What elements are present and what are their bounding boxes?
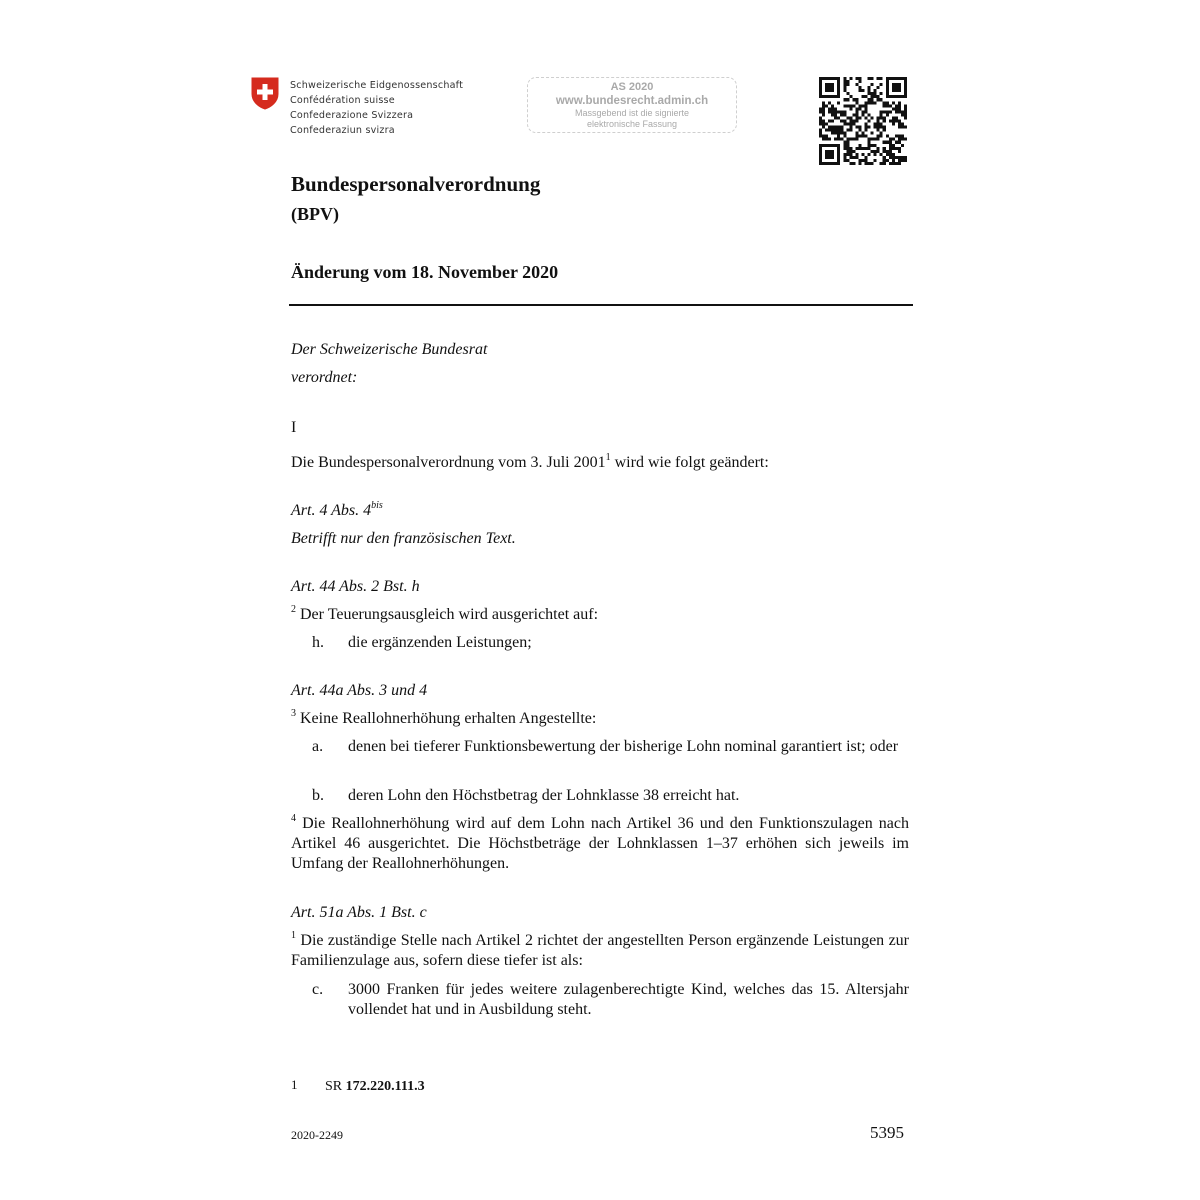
confederation-line-rm: Confederaziun svizra [290, 125, 395, 136]
confederation-line-de: Schweizerische Eidgenossenschaft [290, 80, 464, 91]
paragraph-text: Die Reallohnerhöhung wird auf dem Lohn nach Artikel 36 und den Funktionszulagen nach Artikel 46 ausgerichtet. Die Höchstbeträge der Lohnklassen 1–37 erhöhen sich jeweils im Umfang der Reallohnerhöhungen. [291, 815, 909, 872]
official-publication-stamp [527, 77, 737, 133]
title-divider [289, 304, 913, 306]
stamp-line-2: www.bundesrecht.admin.ch [555, 95, 709, 107]
paragraph-number: 1 [291, 929, 296, 941]
paragraph-text: Keine Reallohnerhöhung erhalten Angestellte: [296, 710, 597, 727]
footnote-prefix: SR [325, 1079, 346, 1094]
list-item [312, 786, 909, 806]
paragraph-text: Die zuständige Stelle nach Artikel 2 richtet der angestellten Person ergänzende Leistungen zur Familienzulage aus, sofern diese tiefer ist als: [291, 932, 909, 969]
swiss-crest-icon [251, 77, 279, 110]
stamp-line-3: Massgebend ist die signierte [574, 108, 690, 118]
footnote-ref[interactable]: 1 [605, 451, 611, 463]
paragraph-number: 4 [291, 812, 296, 824]
preamble-verb: verordnet: [291, 369, 358, 386]
article-heading-51a: Art. 51a Abs. 1 Bst. c [291, 904, 427, 921]
preamble-issuer: Der Schweizerische Bundesrat [291, 341, 488, 358]
confederation-line-it: Confederazione Svizzera [290, 110, 414, 121]
list-item-letter: a. [312, 738, 324, 755]
list-item-text: 3000 Franken für jedes weitere zulagenberechtigte Kind, welches das 15. Altersjahr vollendet hat und in Ausbildung steht. [348, 981, 909, 1018]
article-44-paragraph [291, 605, 909, 625]
stamp-line-1: AS 2020 [610, 81, 654, 93]
qr-finder-pattern [821, 79, 839, 97]
paragraph-number: 2 [291, 603, 296, 615]
section-number: I [291, 419, 297, 436]
article-51a-paragraph [291, 931, 909, 971]
stamp-line-4: elektronische Fassung [586, 119, 678, 129]
list-item [312, 633, 909, 653]
preamble [291, 336, 487, 392]
page-number: 5395 [870, 1123, 904, 1142]
list-item [312, 980, 909, 1020]
article-heading-4-text: Art. 4 Abs. 4 [291, 502, 372, 519]
paragraph-text: Der Teuerungsausgleich wird ausgerichtet auf: [296, 606, 599, 623]
article-heading-4 [291, 501, 383, 521]
article-44a-paragraph-4 [291, 814, 909, 874]
confederation-line-fr: Confédération suisse [290, 95, 395, 106]
confederation-names [290, 78, 463, 138]
qr-finder-pattern [821, 145, 839, 163]
article-heading-44: Art. 44 Abs. 2 Bst. h [291, 578, 420, 595]
qr-finder-pattern [887, 79, 905, 97]
document-number: 2020-2249 [291, 1128, 343, 1142]
footnote-number: 1 [291, 1077, 298, 1092]
list-item-text: denen bei tieferer Funktionsbewertung der bisherige Lohn nominal garantiert ist; oder [348, 738, 899, 755]
list-item-letter: b. [312, 787, 324, 804]
document-title: Bundespersonalverordnung [291, 172, 541, 196]
list-item-text: die ergänzenden Leistungen; [348, 634, 532, 651]
article-4-note: Betrifft nur den französischen Text. [291, 530, 516, 547]
footnote-text [325, 1079, 425, 1095]
qr-code-icon [818, 77, 908, 165]
amendment-intro [291, 453, 769, 473]
article-44a-paragraph-3 [291, 709, 909, 729]
amendment-date: Änderung vom 18. November 2020 [291, 262, 559, 282]
paragraph-number: 3 [291, 707, 296, 719]
article-heading-44a: Art. 44a Abs. 3 und 4 [291, 682, 428, 699]
intro-rest: wird wie folgt geändert: [610, 454, 769, 471]
footnote-reference: 172.220.111.3 [345, 1079, 425, 1094]
list-item [312, 737, 909, 757]
article-heading-4-sup: bis [371, 499, 383, 511]
list-item-letter: c. [312, 981, 324, 998]
document-abbreviation: (BPV) [291, 204, 339, 224]
list-item-letter: h. [312, 634, 324, 651]
intro-text: Die Bundespersonalverordnung vom 3. Juli 2001 [291, 454, 606, 471]
list-item-text: deren Lohn den Höchstbetrag der Lohnklasse 38 erreicht hat. [348, 787, 740, 804]
